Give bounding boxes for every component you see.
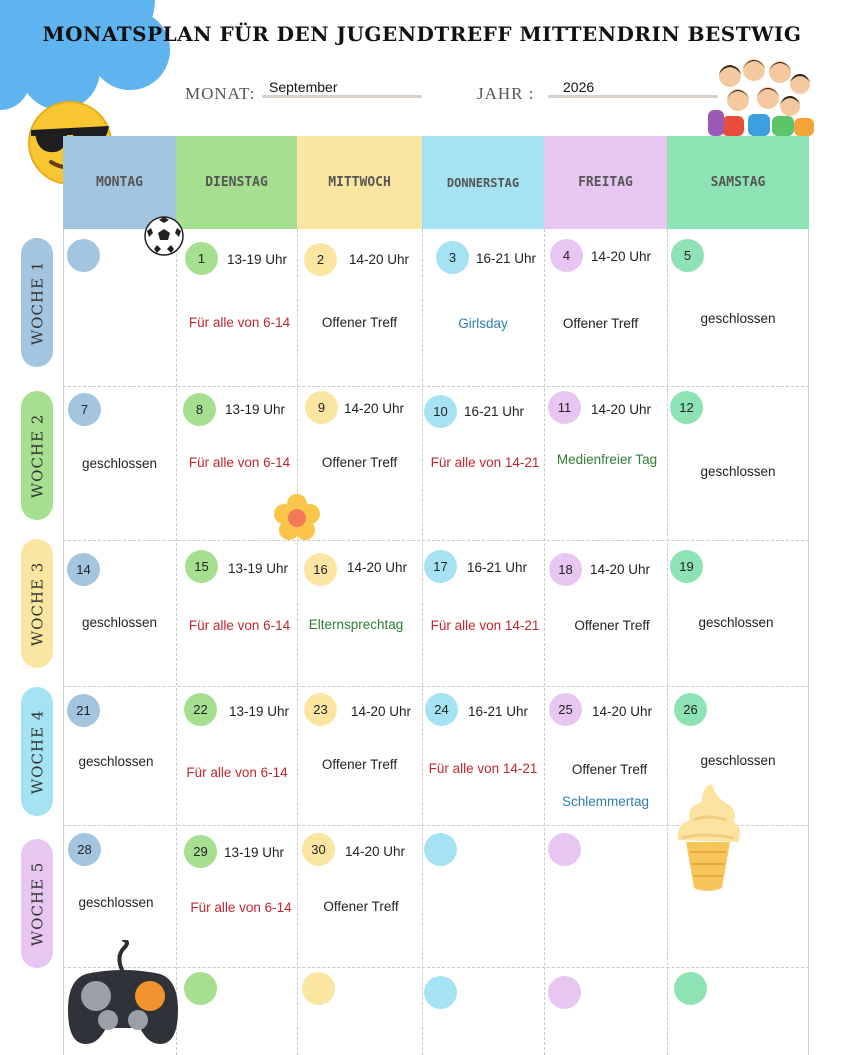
kids-group-icon bbox=[708, 54, 816, 136]
day-number: 23 bbox=[304, 693, 337, 726]
day-number: 28 bbox=[68, 833, 101, 866]
opening-time: 14-20 Uhr bbox=[591, 249, 652, 264]
month-label: MONAT: bbox=[185, 84, 256, 103]
event-note: Offener Treff bbox=[323, 899, 399, 914]
event-note: Offener Treff bbox=[321, 455, 398, 470]
opening-time: 14-20 Uhr bbox=[344, 401, 405, 416]
day-number: 26 bbox=[674, 693, 707, 726]
opening-time: 13-19 Uhr bbox=[227, 252, 288, 267]
day-number: 30 bbox=[302, 833, 335, 866]
opening-time: 16-21 Uhr bbox=[468, 704, 529, 719]
header-dienstag: DIENSTAG bbox=[176, 136, 297, 229]
event-note: geschlossen bbox=[698, 615, 774, 630]
row-divider bbox=[63, 386, 809, 387]
day-number: 24 bbox=[425, 693, 458, 726]
header-freitag: FREITAG bbox=[544, 136, 667, 229]
event-note: Für alle von 14-21 bbox=[430, 618, 540, 633]
day-number: 10 bbox=[424, 395, 457, 428]
day-number: 17 bbox=[424, 550, 457, 583]
event-note: geschlossen bbox=[81, 456, 158, 471]
event-note-secondary: Schlemmertag bbox=[561, 794, 650, 809]
event-note: Offener Treff bbox=[321, 757, 398, 772]
week-3-label: WOCHE 3 bbox=[21, 539, 53, 668]
gamepad-icon bbox=[66, 940, 180, 1048]
day-number: 1 bbox=[185, 242, 218, 275]
day-number: 29 bbox=[184, 835, 217, 868]
event-note: Für alle von 6-14 bbox=[188, 315, 291, 330]
opening-time: 14-20 Uhr bbox=[590, 562, 651, 577]
event-note: geschlossen bbox=[78, 895, 154, 910]
header-mittwoch: MITTWOCH bbox=[297, 136, 422, 229]
month-value: September bbox=[269, 79, 338, 95]
opening-time: 14-20 Uhr bbox=[351, 704, 412, 719]
day-number: 7 bbox=[68, 393, 101, 426]
day-number: 8 bbox=[183, 393, 216, 426]
event-note: geschlossen bbox=[700, 311, 776, 326]
week-4-label: WOCHE 4 bbox=[21, 687, 53, 816]
column-divider bbox=[176, 229, 177, 1055]
opening-time: 13-19 Uhr bbox=[224, 845, 285, 860]
day-number: 12 bbox=[670, 391, 703, 424]
week-5-label: WOCHE 5 bbox=[21, 839, 53, 968]
year-value: 2026 bbox=[563, 79, 595, 95]
day-number: 19 bbox=[670, 550, 703, 583]
event-note: Medienfreier Tag bbox=[556, 452, 658, 467]
day-number: 21 bbox=[67, 694, 100, 727]
header-donnerstag: DONNERSTAG bbox=[422, 136, 544, 229]
event-note: Offener Treff bbox=[574, 618, 650, 633]
day-empty-circle bbox=[184, 972, 217, 1005]
event-note: Für alle von 6-14 bbox=[188, 455, 291, 470]
opening-time: 14-20 Uhr bbox=[592, 704, 653, 719]
day-number: 2 bbox=[304, 243, 337, 276]
opening-time: 14-20 Uhr bbox=[349, 252, 410, 267]
day-number: 11 bbox=[548, 391, 581, 424]
column-divider bbox=[422, 229, 423, 1055]
event-note: Für alle von 14-21 bbox=[430, 455, 540, 470]
event-note: Für alle von 6-14 bbox=[188, 618, 291, 633]
event-note: Offener Treff bbox=[571, 762, 648, 777]
day-number: 18 bbox=[549, 553, 582, 586]
event-note: Elternsprechtag bbox=[308, 617, 404, 632]
day-empty-circle bbox=[548, 833, 581, 866]
column-divider bbox=[297, 229, 298, 1055]
opening-time: 13-19 Uhr bbox=[228, 561, 289, 576]
day-number: 14 bbox=[67, 553, 100, 586]
day-empty-circle bbox=[674, 972, 707, 1005]
soccer-ball-icon bbox=[144, 216, 184, 256]
opening-time: 13-19 Uhr bbox=[229, 704, 290, 719]
day-number: 15 bbox=[185, 550, 218, 583]
ice-cream-icon bbox=[672, 780, 744, 892]
grid-border bbox=[63, 136, 809, 1055]
day-empty-circle bbox=[548, 976, 581, 1009]
week-1-label: WOCHE 1 bbox=[21, 238, 53, 367]
event-note: geschlossen bbox=[700, 464, 776, 479]
event-note: geschlossen bbox=[700, 753, 776, 768]
row-divider bbox=[63, 686, 809, 687]
year-underline bbox=[548, 95, 718, 98]
cloud-decoration bbox=[0, 0, 180, 110]
opening-time: 16-21 Uhr bbox=[464, 404, 525, 419]
month-underline bbox=[262, 95, 422, 98]
event-note: geschlossen bbox=[81, 615, 158, 630]
opening-time: 14-20 Uhr bbox=[345, 844, 406, 859]
day-number: 16 bbox=[304, 553, 337, 586]
row-divider bbox=[63, 540, 809, 541]
opening-time: 16-21 Uhr bbox=[467, 560, 528, 575]
day-number: 9 bbox=[305, 391, 338, 424]
event-note: Girlsday bbox=[458, 316, 508, 331]
day-number: 22 bbox=[184, 693, 217, 726]
day-empty-circle bbox=[424, 833, 457, 866]
page-title: MONATSPLAN FÜR DEN JUGENDTREFF MITTENDRIN BESTWIG bbox=[42, 22, 802, 46]
opening-time: 16-21 Uhr bbox=[476, 251, 537, 266]
header-montag: MONTAG bbox=[63, 136, 176, 229]
event-note: Für alle von 6-14 bbox=[190, 900, 292, 915]
event-note: Für alle von 6-14 bbox=[186, 765, 288, 780]
opening-time: 14-20 Uhr bbox=[591, 402, 652, 417]
week-2-label: WOCHE 2 bbox=[21, 391, 53, 520]
event-note: geschlossen bbox=[78, 754, 154, 769]
day-empty-circle bbox=[424, 976, 457, 1009]
day-number: 4 bbox=[550, 239, 583, 272]
day-empty-circle bbox=[302, 972, 335, 1005]
event-note: Offener Treff bbox=[321, 315, 398, 330]
day-number: 5 bbox=[671, 239, 704, 272]
calendar-grid bbox=[63, 136, 809, 1055]
column-divider bbox=[667, 229, 668, 1055]
header-samstag: SAMSTAG bbox=[667, 136, 809, 229]
day-number: 3 bbox=[436, 241, 469, 274]
day-number: 25 bbox=[549, 693, 582, 726]
flower-icon bbox=[273, 494, 321, 542]
event-note: Offener Treff bbox=[562, 316, 639, 331]
opening-time: 14-20 Uhr bbox=[347, 560, 408, 575]
column-divider bbox=[544, 229, 545, 1055]
event-note: Für alle von 14-21 bbox=[428, 761, 538, 776]
day-empty-circle bbox=[67, 239, 100, 272]
year-label: JAHR : bbox=[477, 84, 535, 103]
opening-time: 13-19 Uhr bbox=[225, 402, 286, 417]
